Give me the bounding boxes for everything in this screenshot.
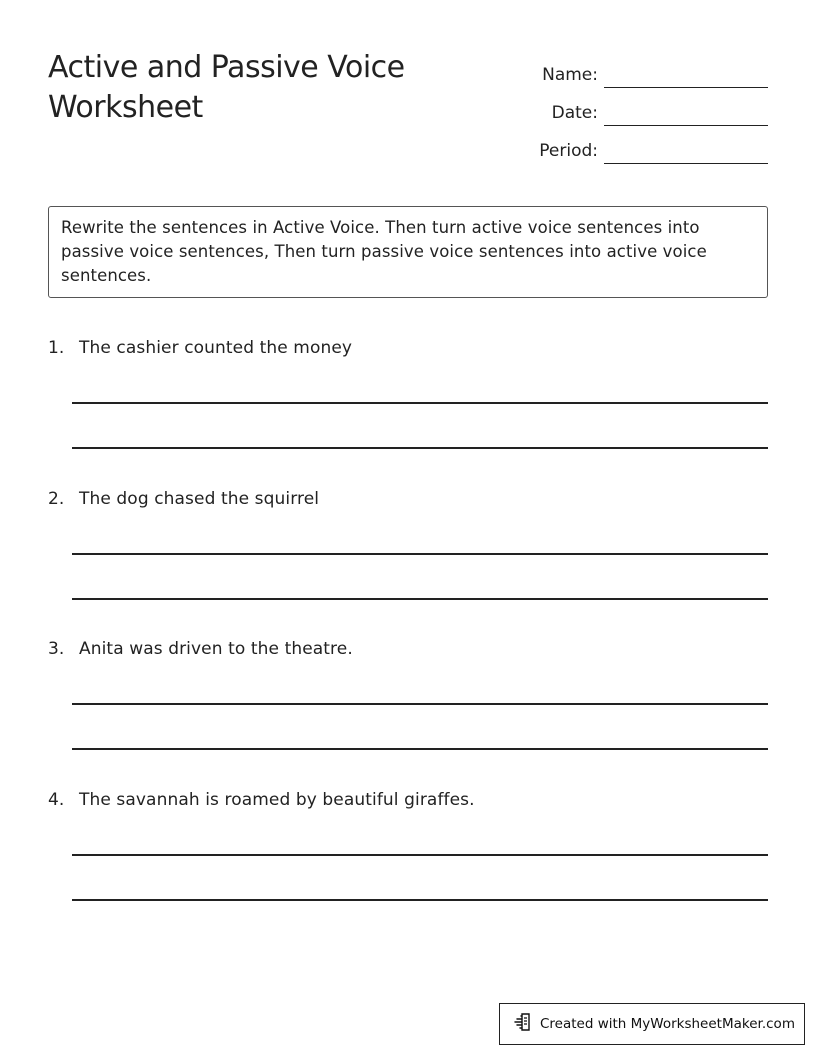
answer-line[interactable] <box>72 899 768 901</box>
instructions-box: Rewrite the sentences in Active Voice. Then turn active voice sentences into passive voice sentences, Then turn passive voice sentences into active voice sentences. <box>48 206 768 298</box>
answer-line[interactable] <box>72 402 768 404</box>
answer-line[interactable] <box>72 553 768 555</box>
period-label: Period: <box>539 141 598 161</box>
question-text: Anita was driven to the theatre. <box>79 639 353 659</box>
question-text: The savannah is roamed by beautiful giraffes. <box>79 790 475 810</box>
question-item <box>48 487 768 511</box>
name-blank-line[interactable] <box>604 62 768 88</box>
question-item <box>48 637 768 661</box>
name-label: Name: <box>542 65 598 85</box>
footer-text: Created with MyWorksheetMaker.com <box>540 1016 795 1032</box>
worksheet-maker-logo-icon <box>512 1011 540 1037</box>
question-number: 3. <box>48 639 65 659</box>
answer-line[interactable] <box>72 703 768 705</box>
answer-line[interactable] <box>72 854 768 856</box>
date-blank-line[interactable] <box>604 100 768 126</box>
name-field[interactable] <box>520 50 768 88</box>
period-field[interactable] <box>520 126 768 164</box>
question-number: 4. <box>48 790 65 810</box>
page-title: Active and Passive Voice Worksheet <box>48 50 405 125</box>
question-number: 2. <box>48 489 65 509</box>
answer-line[interactable] <box>72 598 768 600</box>
answer-line[interactable] <box>72 447 768 449</box>
date-field[interactable] <box>520 88 768 126</box>
student-info-fields <box>520 50 768 164</box>
date-label: Date: <box>551 103 598 123</box>
period-blank-line[interactable] <box>604 138 768 164</box>
question-number: 1. <box>48 338 65 358</box>
question-item <box>48 336 768 360</box>
answer-line[interactable] <box>72 748 768 750</box>
question-text: The cashier counted the money <box>79 338 353 358</box>
question-item <box>48 788 768 812</box>
created-with-badge[interactable] <box>499 1003 805 1045</box>
question-text: The dog chased the squirrel <box>79 489 320 509</box>
